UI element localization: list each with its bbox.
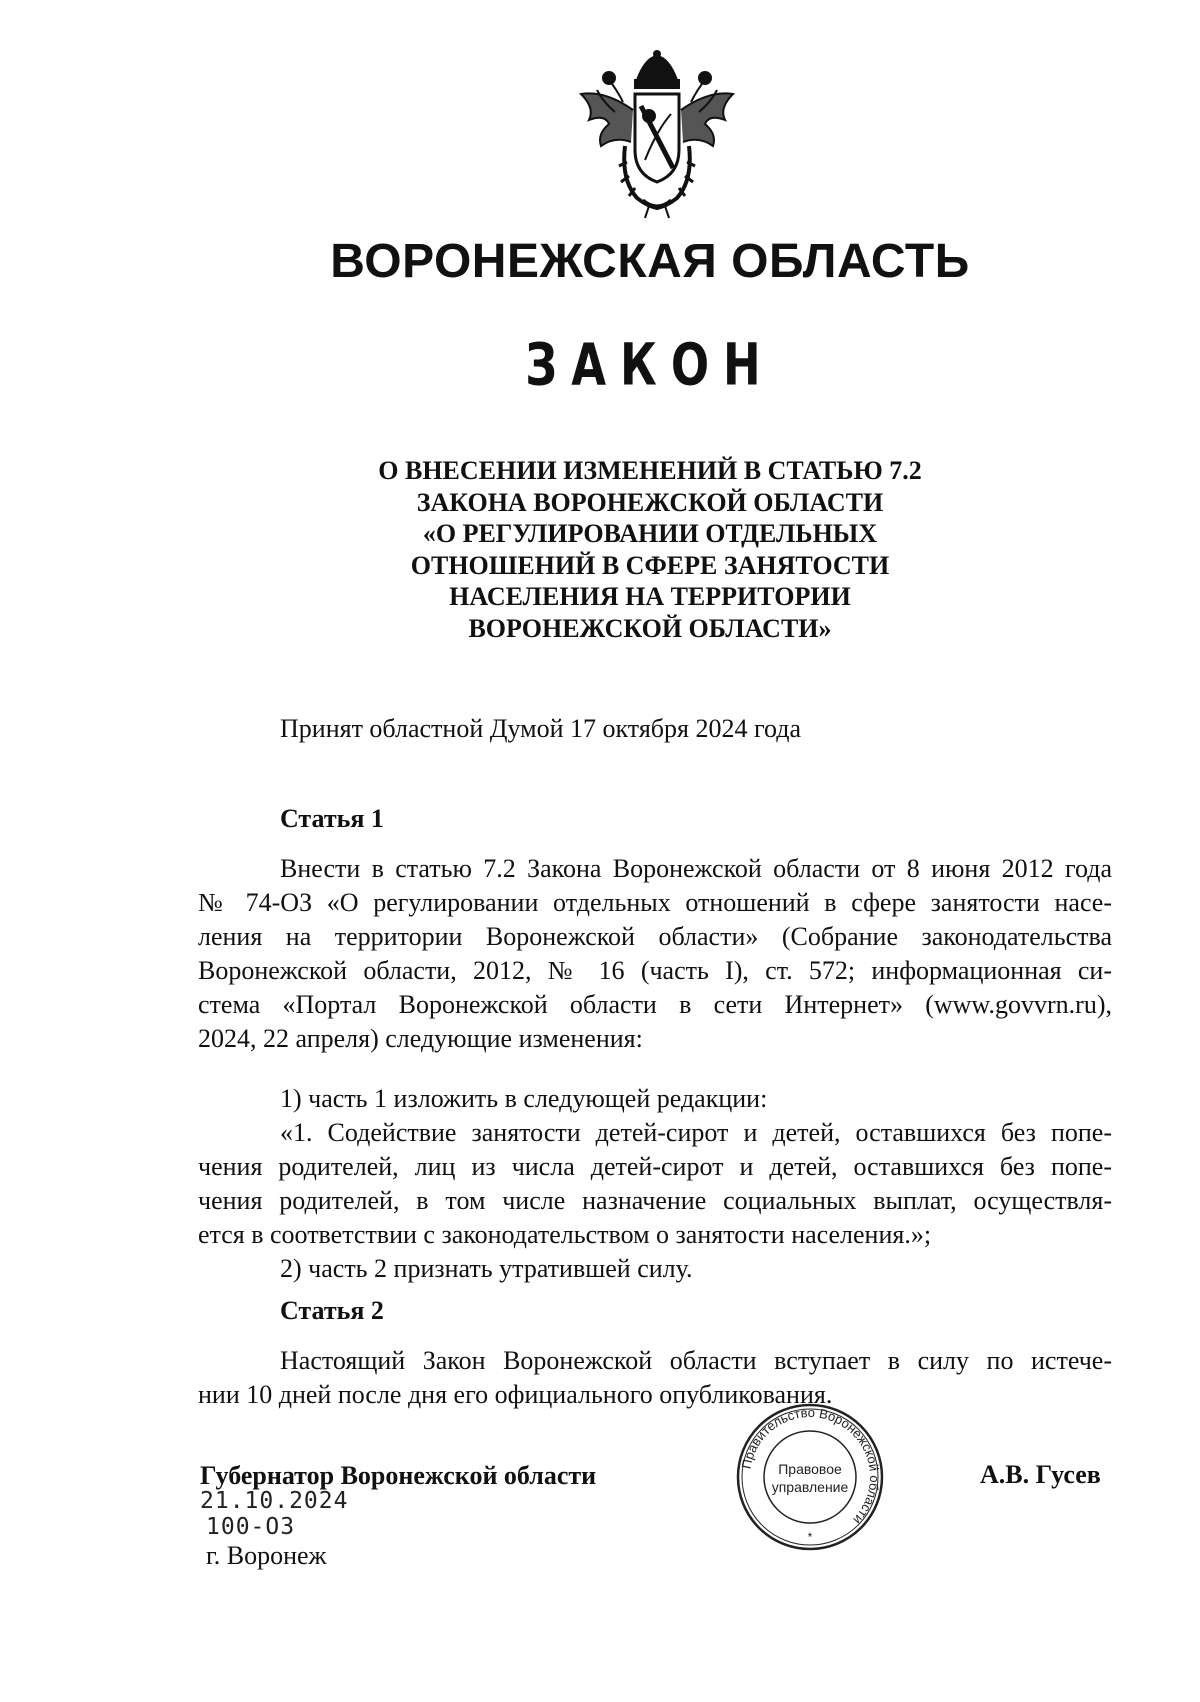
governor-name: А.В. Гусев	[980, 1460, 1101, 1489]
region-heading: ВОРОНЕЖСКАЯ ОБЛАСТЬ	[330, 235, 970, 288]
seal-inner-line: управление	[771, 1479, 849, 1495]
article-2-text-line: Настоящий Закон Воронежской области вступает в силу по истече-	[280, 1346, 1112, 1375]
law-title-line: ЗАКОНА ВОРОНЕЖСКОЙ ОБЛАСТИ	[416, 487, 884, 517]
official-seal-stamp	[735, 1402, 885, 1552]
article-1-quote-line: чения родителей, лиц из числа детей-сирот и детей, оставшихся без попе-	[198, 1152, 1112, 1181]
article-1-text-line: стема «Портал Воронежской области в сети Интернет» (www.govvrn.ru),	[198, 990, 1112, 1019]
law-title-line: ВОРОНЕЖСКОЙ ОБЛАСТИ»	[468, 613, 832, 643]
governor-title: Губернатор Воронежской области	[200, 1461, 597, 1490]
article-2-text-line: нии 10 дней после дня его официального опубликования.	[198, 1380, 833, 1409]
article-1-quote-line: ется в соответствии с законодательством о занятости населения.»;	[198, 1220, 932, 1249]
article-1-heading: Статья 1	[280, 804, 384, 833]
law-title-line: «О РЕГУЛИРОВАНИИ ОТДЕЛЬНЫХ	[422, 519, 878, 548]
article-1-item-2: 2) часть 2 признать утратившей силу.	[280, 1254, 693, 1283]
article-1-text-line: ления на территории Воронежской области» (Собрание законодательства	[198, 922, 1112, 951]
article-1-text-line: Внести в статью 7.2 Закона Воронежской области от 8 июня 2012 года	[280, 854, 1112, 883]
coat-of-arms-emblem	[575, 50, 740, 220]
law-title	[300, 455, 1000, 644]
seal-inner-line: Правовое	[778, 1461, 842, 1477]
article-1-text-line: Воронежской области, 2012, № 16 (часть I), ст. 572; информационная си-	[198, 956, 1112, 985]
article-2-heading: Статья 2	[280, 1296, 384, 1325]
document-type-heading: ЗАКОН	[525, 331, 775, 399]
adoption-note: Принят областной Думой 17 октября 2024 года	[280, 714, 802, 743]
signing-date: 21.10.2024	[200, 1488, 349, 1514]
law-title-line: ОТНОШЕНИЙ В СФЕРЕ ЗАНЯТОСТИ	[410, 550, 890, 580]
law-number: 100-ОЗ	[206, 1514, 296, 1540]
article-1-text-line: № 74-ОЗ «О регулировании отдельных отношений в сфере занятости насе-	[198, 888, 1112, 917]
article-1-text-line: 2024, 22 апреля) следующие изменения:	[198, 1024, 643, 1053]
law-title-line: О ВНЕСЕНИИ ИЗМЕНЕНИЙ В СТАТЬЮ 7.2	[378, 456, 922, 485]
article-1-quote-line: чения родителей, в том числе назначение социальных выплат, осуществля-	[198, 1186, 1112, 1215]
article-1-quote-line: «1. Содействие занятости детей-сирот и детей, оставшихся без попе-	[280, 1118, 1112, 1147]
law-title-line: НАСЕЛЕНИЯ НА ТЕРРИТОРИИ	[449, 582, 851, 611]
article-1-item-1: 1) часть 1 изложить в следующей редакции:	[280, 1084, 768, 1113]
seal-star-icon: *	[807, 1530, 813, 1544]
seal-outer-text: Правительство Воронежской области	[738, 1404, 883, 1528]
signing-city: г. Воронеж	[206, 1541, 327, 1570]
